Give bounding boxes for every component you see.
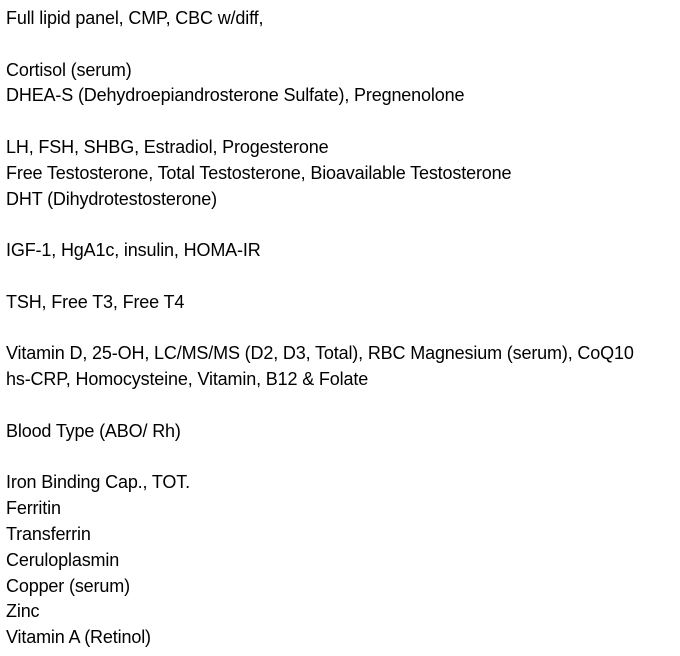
paragraph-metabolic	[6, 238, 680, 264]
paragraph-adrenal	[6, 58, 680, 110]
text-line: LH, FSH, SHBG, Estradiol, Progesterone	[6, 136, 329, 157]
paragraph-blood-type	[6, 419, 680, 445]
lab-test-list-document	[6, 6, 680, 651]
text-line: DHT (Dihydrotestosterone)	[6, 188, 217, 209]
paragraph-vitamins-inflammation	[6, 341, 680, 393]
text-line: Copper (serum)	[6, 575, 130, 596]
paragraph-sex-hormones	[6, 135, 680, 212]
paragraph-minerals	[6, 470, 680, 651]
text-line: DHEA-S (Dehydroepiandrosterone Sulfate), Pregnenolone	[6, 85, 465, 106]
text-line: Transferrin	[6, 523, 91, 544]
text-line: Vitamin A (Retinol)	[6, 627, 151, 648]
paragraph-thyroid	[6, 290, 680, 316]
text-line: Free Testosterone, Total Testosterone, Bioavailable Testosterone	[6, 162, 512, 183]
text-line: Iron Binding Cap., TOT.	[6, 472, 190, 493]
text-line: Cortisol (serum)	[6, 59, 132, 80]
text-line: Zinc	[6, 601, 40, 622]
text-line: TSH, Free T3, Free T4	[6, 291, 185, 312]
text-line: Full lipid panel, CMP, CBC w/diff,	[6, 8, 264, 28]
paragraph-general-panels	[6, 6, 680, 32]
text-line: Ferritin	[6, 498, 61, 519]
text-line: hs-CRP, Homocysteine, Vitamin, B12 & Folate	[6, 369, 369, 390]
text-line: Ceruloplasmin	[6, 549, 120, 570]
text-line: Blood Type (ABO/ Rh)	[6, 420, 181, 441]
text-line: Vitamin D, 25-OH, LC/MS/MS (D2, D3, Total), RBC Magnesium (serum), CoQ10	[6, 343, 634, 364]
text-line: IGF-1, HgA1c, insulin, HOMA-IR	[6, 240, 261, 261]
